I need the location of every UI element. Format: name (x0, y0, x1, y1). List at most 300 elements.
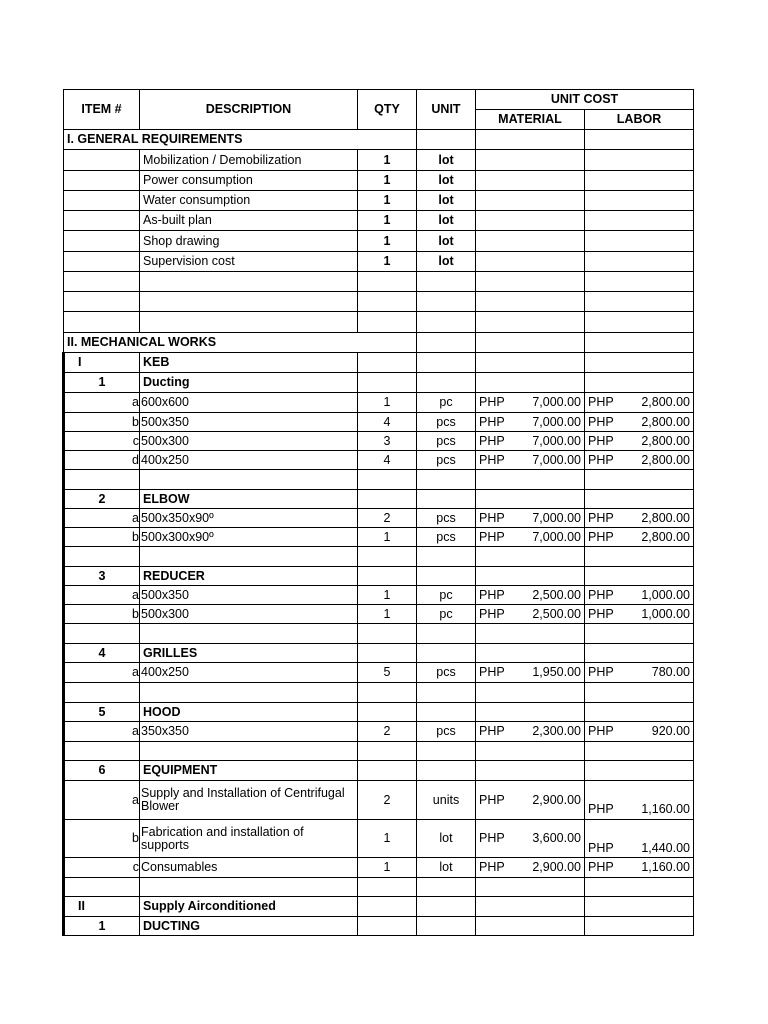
item-letter: b (64, 820, 140, 858)
empty-cell (476, 897, 585, 917)
unit-cell: pcs (417, 413, 476, 432)
material-cost-cell (476, 432, 585, 451)
amount-value: 2,900.00 (532, 860, 581, 874)
amount-value: 3,600.00 (532, 831, 581, 845)
currency-label: PHP (479, 433, 505, 448)
header-item: ITEM # (64, 90, 140, 130)
qty-cell: 1 (358, 211, 417, 231)
currency-label: PHP (588, 452, 614, 467)
qty-cell: 1 (358, 605, 417, 624)
empty-cell (417, 897, 476, 917)
empty-cell (358, 683, 417, 703)
empty-cell (358, 703, 417, 722)
amount-value: 7,000.00 (532, 433, 581, 448)
empty-cell (358, 917, 417, 936)
item-cell: II (64, 897, 140, 917)
header-unit: UNIT (417, 90, 476, 130)
item-cell: 1 (64, 373, 140, 393)
empty-cell (476, 490, 585, 509)
header-description: DESCRIPTION (140, 90, 358, 130)
item-cell (64, 150, 140, 171)
table-row (64, 742, 694, 761)
material-cost-cell (476, 211, 585, 231)
labor-cost-cell (585, 413, 694, 432)
item-cell: 5 (64, 703, 140, 722)
table-row (64, 644, 694, 663)
empty-cell (417, 683, 476, 703)
material-cost-cell (476, 722, 585, 742)
currency-label: PHP (588, 587, 614, 602)
amount-value: 2,900.00 (532, 792, 581, 807)
material-cost-cell-wrap (479, 435, 581, 448)
empty-cell (476, 703, 585, 722)
material-cost-cell (476, 451, 585, 470)
empty-cell (358, 742, 417, 761)
qty-cell: 1 (358, 171, 417, 191)
empty-cell (417, 742, 476, 761)
description-cell: 500x350 (140, 586, 358, 605)
description-cell: Shop drawing (140, 231, 358, 252)
unit-cell: lot (417, 211, 476, 231)
item-cell (64, 252, 140, 272)
empty-cell (358, 292, 417, 312)
description-cell: Consumables (140, 858, 358, 878)
amount-value: 1,160.00 (641, 860, 691, 874)
labor-cost-cell (585, 586, 694, 605)
table-row (64, 509, 694, 528)
table-row (64, 211, 694, 231)
empty-cell (476, 292, 585, 312)
description-cell: Supply and Installation of Centrifugal Blower (140, 781, 358, 820)
empty-cell (140, 624, 358, 644)
header-unit-cost: UNIT COST (476, 90, 694, 110)
description-cell: 400x250 (140, 663, 358, 683)
material-cost-cell-wrap (479, 666, 581, 679)
material-cost-cell-wrap (479, 416, 581, 429)
unit-cell: pcs (417, 528, 476, 547)
amount-value: 7,000.00 (532, 452, 581, 467)
empty-cell (417, 703, 476, 722)
empty-cell (64, 624, 140, 644)
unit-cell: units (417, 781, 476, 820)
cost-estimate-table (62, 89, 694, 936)
material-cost-cell-wrap (479, 396, 581, 409)
labor-cost-cell (585, 528, 694, 547)
description-cell: 500x300 (140, 432, 358, 451)
labor-cost-cell-wrap (588, 608, 690, 621)
labor-cost-cell (585, 509, 694, 528)
empty-cell (476, 353, 585, 373)
table-row (64, 722, 694, 742)
labor-cost-cell-wrap (588, 531, 690, 544)
table-row (64, 451, 694, 470)
description-cell: 500x300 (140, 605, 358, 624)
table-row (64, 413, 694, 432)
item-cell: 4 (64, 644, 140, 663)
empty-cell (358, 897, 417, 917)
empty-cell (417, 272, 476, 292)
labor-cost-cell-wrap (588, 666, 690, 679)
amount-value: 7,000.00 (532, 414, 581, 429)
header-material: MATERIAL (476, 110, 585, 130)
group-title: DUCTING (140, 917, 358, 936)
currency-label: PHP (588, 606, 614, 621)
amount-value: 1,950.00 (532, 665, 581, 679)
empty-cell (417, 567, 476, 586)
material-cost-cell (476, 586, 585, 605)
table-row (64, 703, 694, 722)
amount-value: 1,440.00 (641, 840, 691, 855)
material-cost-cell-wrap (479, 861, 581, 874)
empty-cell (358, 272, 417, 292)
table-row (64, 470, 694, 490)
qty-cell: 2 (358, 509, 417, 528)
table-row (64, 683, 694, 703)
qty-cell: 1 (358, 252, 417, 272)
qty-cell: 4 (358, 413, 417, 432)
empty-cell (585, 547, 694, 567)
empty-cell (417, 878, 476, 897)
item-letter: d (64, 451, 140, 470)
empty-cell (64, 312, 140, 333)
empty-cell (64, 683, 140, 703)
empty-cell (64, 742, 140, 761)
table-row (64, 272, 694, 292)
empty-cell (140, 292, 358, 312)
item-cell: 2 (64, 490, 140, 509)
currency-label: PHP (479, 606, 505, 621)
empty-cell (140, 742, 358, 761)
amount-value: 2,800.00 (641, 510, 691, 525)
table-row (64, 312, 694, 333)
item-letter: b (64, 605, 140, 624)
unit-cell: pc (417, 586, 476, 605)
item-letter: a (64, 586, 140, 605)
qty-cell: 1 (358, 393, 417, 413)
table-row (64, 292, 694, 312)
empty-cell (585, 353, 694, 373)
currency-label: PHP (588, 840, 614, 855)
empty-cell (585, 761, 694, 781)
empty-cell (358, 353, 417, 373)
material-cost-cell-wrap (479, 531, 581, 544)
empty-cell (476, 130, 585, 150)
table-row (64, 586, 694, 605)
empty-cell (417, 490, 476, 509)
currency-label: PHP (588, 395, 614, 409)
amount-value: 7,000.00 (532, 529, 581, 544)
empty-cell (476, 470, 585, 490)
description-cell: 500x300x90º (140, 528, 358, 547)
material-cost-cell (476, 252, 585, 272)
table-row (64, 490, 694, 509)
empty-cell (417, 470, 476, 490)
empty-cell (476, 878, 585, 897)
amount-value: 2,500.00 (532, 606, 581, 621)
empty-cell (64, 470, 140, 490)
amount-value: 7,000.00 (532, 395, 581, 409)
empty-cell (476, 312, 585, 333)
material-cost-cell (476, 663, 585, 683)
amount-value: 1,000.00 (641, 587, 691, 602)
amount-value: 2,800.00 (641, 529, 691, 544)
unit-cell: pcs (417, 663, 476, 683)
empty-cell (358, 878, 417, 897)
currency-label: PHP (588, 860, 614, 874)
empty-cell (358, 490, 417, 509)
table-row (64, 761, 694, 781)
currency-label: PHP (588, 529, 614, 544)
empty-cell (358, 312, 417, 333)
group-title: KEB (140, 353, 358, 373)
labor-cost-cell (585, 858, 694, 878)
labor-cost-cell-wrap (588, 435, 690, 448)
table-row (64, 432, 694, 451)
item-letter: b (64, 413, 140, 432)
empty-cell (64, 878, 140, 897)
unit-cell: lot (417, 252, 476, 272)
material-cost-cell (476, 231, 585, 252)
unit-cell: lot (417, 150, 476, 171)
empty-cell (358, 130, 417, 150)
empty-cell (140, 272, 358, 292)
material-cost-cell (476, 191, 585, 211)
labor-cost-cell (585, 231, 694, 252)
item-letter: a (64, 509, 140, 528)
labor-cost-cell (585, 781, 694, 820)
material-cost-cell-wrap (479, 832, 581, 845)
unit-cell: lot (417, 820, 476, 858)
amount-value: 2,300.00 (532, 724, 581, 738)
amount-value: 2,800.00 (641, 414, 691, 429)
labor-cost-cell (585, 393, 694, 413)
qty-cell: 2 (358, 781, 417, 820)
labor-cost-cell (585, 663, 694, 683)
empty-cell (417, 333, 476, 353)
table-row (64, 917, 694, 936)
empty-cell (476, 683, 585, 703)
description-cell: 500x350 (140, 413, 358, 432)
qty-cell: 1 (358, 586, 417, 605)
currency-label: PHP (479, 665, 505, 679)
unit-cell: pcs (417, 432, 476, 451)
empty-cell (476, 644, 585, 663)
empty-cell (358, 624, 417, 644)
empty-cell (140, 683, 358, 703)
empty-cell (585, 292, 694, 312)
item-cell: I (64, 353, 140, 373)
description-cell: Supervision cost (140, 252, 358, 272)
description-cell: Fabrication and installation of supports (140, 820, 358, 858)
group-title: ELBOW (140, 490, 358, 509)
material-cost-cell (476, 150, 585, 171)
labor-cost-cell-wrap (588, 589, 690, 602)
table-row (64, 605, 694, 624)
currency-label: PHP (479, 395, 505, 409)
empty-cell (585, 897, 694, 917)
empty-cell (417, 312, 476, 333)
unit-cell: pcs (417, 722, 476, 742)
group-title: EQUIPMENT (140, 761, 358, 781)
labor-cost-cell (585, 252, 694, 272)
material-cost-cell-wrap (479, 608, 581, 621)
empty-cell (585, 333, 694, 353)
amount-value: 920.00 (651, 724, 691, 738)
table-row (64, 231, 694, 252)
empty-cell (358, 547, 417, 567)
unit-cell: pc (417, 605, 476, 624)
description-cell: 500x350x90º (140, 509, 358, 528)
currency-label: PHP (479, 510, 505, 525)
empty-cell (358, 644, 417, 663)
empty-cell (358, 333, 417, 353)
labor-cost-cell-wrap (588, 861, 690, 874)
amount-value: 780.00 (651, 665, 691, 679)
material-cost-cell (476, 528, 585, 547)
table-row (64, 781, 694, 820)
qty-cell: 2 (358, 722, 417, 742)
header-row-top (64, 90, 694, 110)
table-row (64, 624, 694, 644)
currency-label: PHP (588, 724, 614, 738)
empty-cell (585, 917, 694, 936)
material-cost-cell-wrap (479, 512, 581, 525)
item-cell: 6 (64, 761, 140, 781)
table-row (64, 333, 694, 353)
empty-cell (140, 878, 358, 897)
qty-cell: 1 (358, 231, 417, 252)
currency-label: PHP (588, 414, 614, 429)
empty-cell (585, 742, 694, 761)
empty-cell (358, 470, 417, 490)
empty-cell (64, 272, 140, 292)
unit-cell: pcs (417, 451, 476, 470)
currency-label: PHP (588, 510, 614, 525)
item-cell (64, 231, 140, 252)
empty-cell (140, 547, 358, 567)
material-cost-cell (476, 171, 585, 191)
amount-value: 7,000.00 (532, 510, 581, 525)
item-letter: c (64, 858, 140, 878)
currency-label: PHP (479, 587, 505, 602)
currency-label: PHP (479, 414, 505, 429)
labor-cost-cell (585, 722, 694, 742)
material-cost-cell (476, 820, 585, 858)
labor-cost-cell (585, 211, 694, 231)
material-cost-cell-wrap (479, 454, 581, 467)
labor-cost-cell (585, 451, 694, 470)
empty-cell (476, 272, 585, 292)
empty-cell (417, 624, 476, 644)
section-title: I. GENERAL REQUIREMENTS (64, 130, 358, 150)
currency-label: PHP (479, 831, 505, 845)
material-cost-cell-wrap (479, 794, 581, 807)
labor-cost-cell-wrap (588, 416, 690, 429)
table-row (64, 897, 694, 917)
amount-value: 2,800.00 (641, 452, 691, 467)
table-row (64, 353, 694, 373)
currency-label: PHP (479, 860, 505, 874)
unit-cell: lot (417, 231, 476, 252)
material-cost-cell (476, 781, 585, 820)
currency-label: PHP (588, 665, 614, 679)
item-cell: 3 (64, 567, 140, 586)
material-cost-cell-wrap (479, 589, 581, 602)
empty-cell (417, 761, 476, 781)
labor-cost-cell-wrap (588, 396, 690, 409)
description-cell: As-built plan (140, 211, 358, 231)
qty-cell: 1 (358, 528, 417, 547)
empty-cell (417, 547, 476, 567)
empty-cell (417, 917, 476, 936)
currency-label: PHP (479, 792, 505, 807)
empty-cell (585, 878, 694, 897)
empty-cell (417, 644, 476, 663)
material-cost-cell (476, 509, 585, 528)
item-letter: a (64, 393, 140, 413)
empty-cell (585, 644, 694, 663)
currency-label: PHP (479, 724, 505, 738)
labor-cost-cell (585, 171, 694, 191)
section-title: II. MECHANICAL WORKS (64, 333, 358, 353)
table-row (64, 663, 694, 683)
amount-value: 1,000.00 (641, 606, 691, 621)
amount-value: 2,800.00 (641, 433, 691, 448)
item-letter: a (64, 663, 140, 683)
empty-cell (358, 567, 417, 586)
amount-value: 2,800.00 (641, 395, 691, 409)
labor-cost-cell (585, 150, 694, 171)
empty-cell (476, 547, 585, 567)
description-cell: 350x350 (140, 722, 358, 742)
labor-cost-cell-wrap (588, 725, 690, 738)
labor-cost-cell (585, 605, 694, 624)
table-row (64, 130, 694, 150)
item-letter: a (64, 722, 140, 742)
qty-cell: 1 (358, 858, 417, 878)
material-cost-cell (476, 413, 585, 432)
item-letter: b (64, 528, 140, 547)
empty-cell (476, 373, 585, 393)
empty-cell (585, 373, 694, 393)
unit-cell: pcs (417, 509, 476, 528)
empty-cell (476, 333, 585, 353)
material-cost-cell-wrap (479, 725, 581, 738)
amount-value: 1,160.00 (641, 802, 691, 816)
labor-cost-cell (585, 191, 694, 211)
material-cost-cell (476, 605, 585, 624)
currency-label: PHP (479, 452, 505, 467)
group-title: Ducting (140, 373, 358, 393)
empty-cell (585, 470, 694, 490)
currency-label: PHP (588, 433, 614, 448)
description-cell: Mobilization / Demobilization (140, 150, 358, 171)
material-cost-cell (476, 858, 585, 878)
group-title: Supply Airconditioned (140, 897, 358, 917)
table-row (64, 171, 694, 191)
table-row (64, 393, 694, 413)
empty-cell (417, 373, 476, 393)
table-row (64, 858, 694, 878)
material-cost-cell (476, 393, 585, 413)
amount-value: 2,500.00 (532, 587, 581, 602)
table-row (64, 528, 694, 547)
item-cell (64, 191, 140, 211)
table-row (64, 567, 694, 586)
table-row (64, 878, 694, 897)
unit-cell: lot (417, 191, 476, 211)
table-row (64, 820, 694, 858)
